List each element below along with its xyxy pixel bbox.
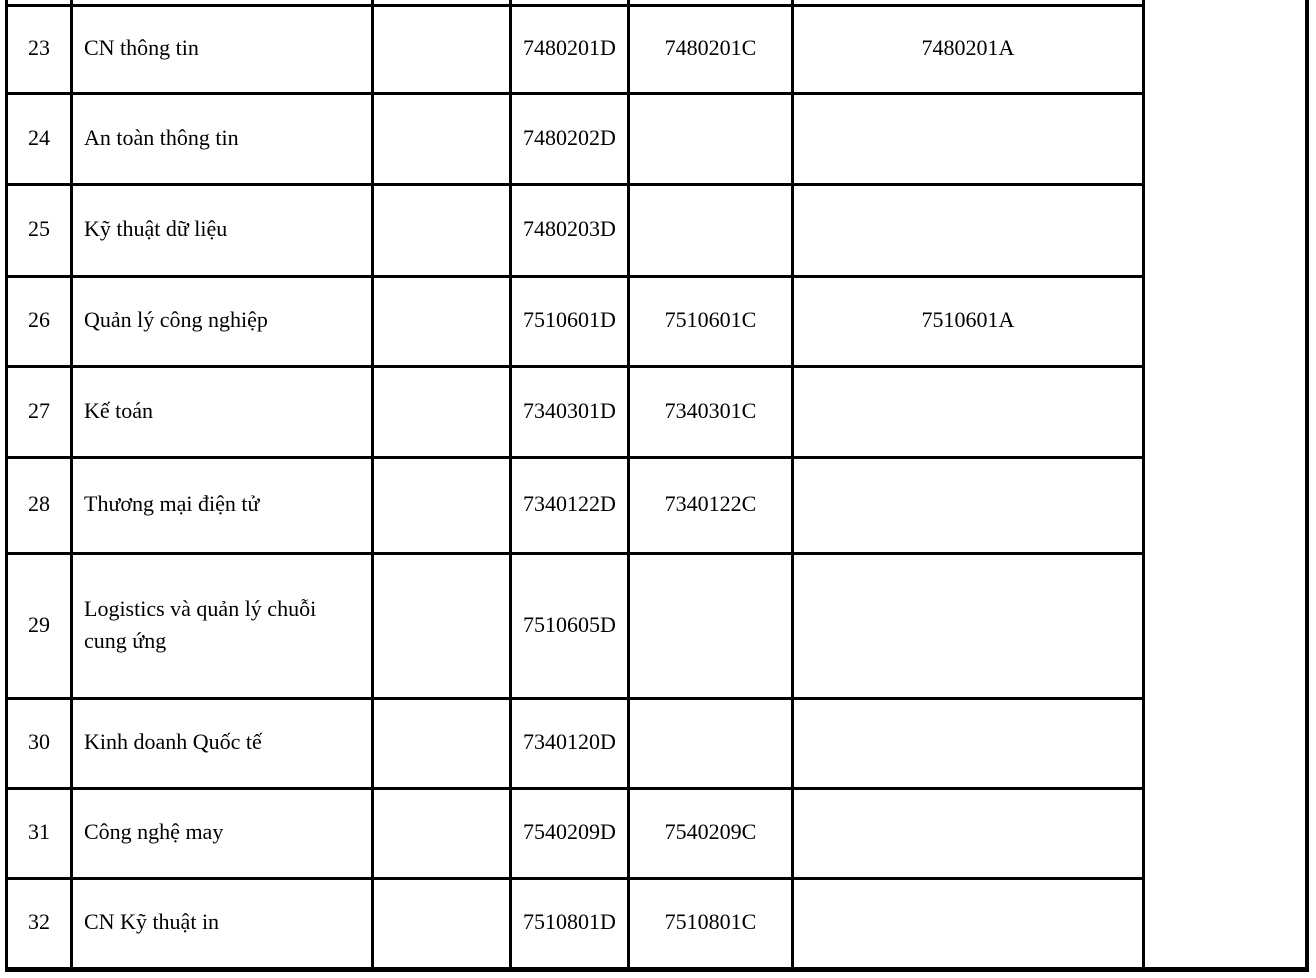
code-a-cell [794, 456, 1142, 552]
row-number-cell: 25 [28, 216, 50, 242]
code-c-cell: 7480201C [664, 35, 757, 61]
program-name-cell: Kế toán [84, 397, 154, 423]
program-name-cell: Công nghệ may [84, 819, 224, 845]
row-number-cell: 32 [28, 909, 50, 935]
grid-line-horizontal [5, 4, 1145, 7]
empty-cell [374, 365, 509, 456]
empty-cell [374, 456, 509, 552]
grid-line-horizontal [5, 552, 1145, 555]
table-row [0, 4, 1316, 92]
row-number-cell: 28 [28, 491, 50, 517]
code-a-cell [794, 183, 1142, 275]
code-c-cell: 7510801C [664, 909, 757, 935]
grid-line-horizontal [5, 456, 1145, 459]
empty-cell [374, 697, 509, 787]
row-number-cell: 27 [28, 397, 50, 423]
table-row [0, 456, 1316, 552]
code-a-cell [794, 787, 1142, 877]
empty-cell [374, 552, 509, 697]
code-a-cell [794, 697, 1142, 787]
program-name-cell: Kinh doanh Quốc tế [84, 729, 262, 755]
code-d-cell: 7340301D [523, 397, 616, 423]
code-d-cell: 7480203D [523, 216, 616, 242]
merged-right-cell [1145, 0, 1305, 967]
program-name-cell: An toàn thông tin [84, 124, 239, 150]
code-d-cell: 7480202D [523, 124, 616, 150]
grid-line-vertical [371, 0, 374, 972]
code-a-cell: 7480201A [921, 35, 1015, 61]
code-d-cell: 7340120D [523, 729, 616, 755]
row-number-cell: 26 [28, 307, 50, 333]
code-a-cell: 7510601A [921, 307, 1015, 333]
grid-line-horizontal [5, 92, 1145, 95]
code-d-cell: 7510605D [523, 611, 616, 637]
empty-cell [374, 275, 509, 365]
code-c-cell: 7540209C [664, 819, 757, 845]
code-c-cell [630, 92, 791, 183]
table-row [0, 183, 1316, 275]
table-row [0, 92, 1316, 183]
program-name-cell: Quản lý công nghiệp [84, 307, 268, 333]
code-d-cell: 7340122D [523, 491, 616, 517]
program-name-cell: Kỹ thuật dữ liệu [84, 216, 228, 242]
program-name-cell: CN thông tin [84, 35, 199, 61]
code-d-cell: 7480201D [523, 35, 616, 61]
grid-line-horizontal [5, 275, 1145, 278]
code-a-cell [794, 92, 1142, 183]
grid-line-horizontal [5, 697, 1145, 700]
empty-cell [374, 787, 509, 877]
empty-cell [374, 877, 509, 967]
code-a-cell [794, 365, 1142, 456]
grid-line-horizontal [5, 877, 1145, 880]
table-row [0, 787, 1316, 877]
table-row [0, 552, 1316, 697]
grid-line-vertical [627, 0, 630, 972]
table-row [0, 365, 1316, 456]
code-a-cell [794, 877, 1142, 967]
row-number-cell: 30 [28, 729, 50, 755]
row-number-cell: 23 [28, 35, 50, 61]
code-d-cell: 7510801D [523, 909, 616, 935]
table-border-left [5, 0, 8, 972]
code-d-cell: 7510601D [523, 307, 616, 333]
code-c-cell [630, 697, 791, 787]
grid-line-vertical [1142, 0, 1145, 972]
table-row [0, 877, 1316, 967]
row-number-cell: 31 [28, 819, 50, 845]
grid-line-vertical [70, 0, 73, 972]
program-name-cell: Thương mại điện tử [84, 491, 260, 517]
code-c-cell: 7340301C [664, 397, 757, 423]
empty-cell [374, 4, 509, 92]
page-border-right [1305, 0, 1309, 972]
row-number-cell: 29 [28, 611, 50, 637]
section-bottom-rule [5, 967, 1309, 972]
grid-line-vertical [791, 0, 794, 972]
code-c-cell [630, 183, 791, 275]
code-c-cell: 7510601C [664, 307, 757, 333]
grid-line-horizontal [5, 183, 1145, 186]
grid-line-horizontal [5, 365, 1145, 368]
program-name-cell: CN Kỹ thuật in [84, 909, 220, 935]
code-d-cell: 7540209D [523, 819, 616, 845]
grid-line-horizontal [5, 787, 1145, 790]
program-name-cell: Logistics và quản lý chuỗi cung ứng [84, 595, 317, 653]
code-c-cell [630, 552, 791, 697]
empty-cell [374, 183, 509, 275]
row-number-cell: 24 [28, 124, 50, 150]
code-c-cell: 7340122C [664, 491, 757, 517]
grid-line-vertical [509, 0, 512, 972]
table-row [0, 275, 1316, 365]
empty-cell [374, 92, 509, 183]
table-row [0, 697, 1316, 787]
code-a-cell [794, 552, 1142, 697]
